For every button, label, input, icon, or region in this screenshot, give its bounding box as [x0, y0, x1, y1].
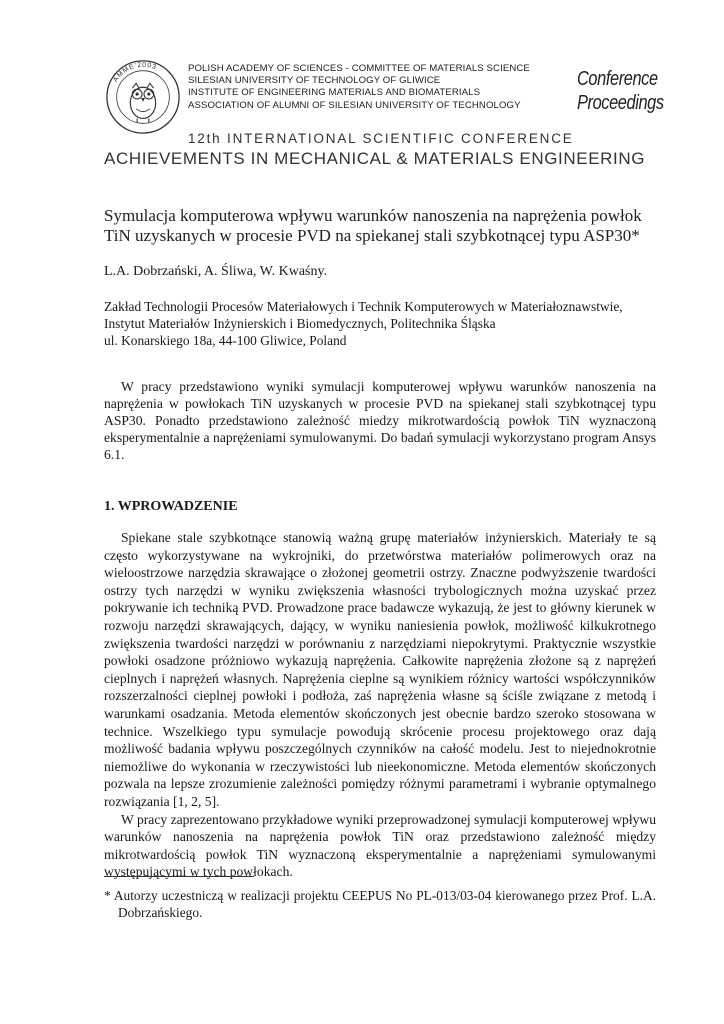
section-heading: 1. WPROWADZENIE — [104, 499, 238, 514]
badge-line-conference: Conference — [577, 68, 658, 90]
affiliation-line: Zakład Technologii Procesów Materiałowych i Technik Komputerowych w Materiałoznawstwie, — [104, 299, 623, 314]
affiliation-line: Instytut Materiałów Inżynierskich i Biomedycznych, Politechnika Śląska — [104, 316, 496, 331]
affiliation-line: ul. Konarskiego 18a, 44-100 Gliwice, Poland — [104, 333, 347, 348]
conference-header — [98, 55, 668, 170]
conference-proceedings-badge — [577, 67, 664, 115]
footnote-divider — [104, 876, 254, 877]
paper-authors: L.A. Dobrzański, A. Śliwa, W. Kwaśny. — [104, 264, 328, 279]
paper-title: Symulacja komputerowa wpływu warunków nanoszenia na naprężenia powłok TiN uzyskanych w procesie PVD na spiekanej stali szybkotnącej typu ASP30* — [104, 206, 642, 245]
footnote: * Autorzy uczestniczą w realizacji projektu CEEPUS No PL-013/03-04 kierowanego przez Prof. L.A. Dobrzańskiego. — [104, 888, 656, 920]
section-body — [104, 529, 656, 881]
organizer-list — [188, 63, 583, 112]
conference-logo — [104, 58, 182, 136]
organizer-line: ASSOCIATION OF ALUMNI OF SILESIAN UNIVERSITY OF TECHNOLOGY — [188, 99, 521, 111]
badge-line-proceedings: Proceedings — [577, 92, 664, 114]
organizer-line: INSTITUTE OF ENGINEERING MATERIALS AND BIOMATERIALS — [188, 87, 481, 99]
logo-ring-text: AMME'2003 — [112, 61, 158, 84]
organizer-line: POLISH ACADEMY OF SCIENCES - COMMITTEE OF MATERIALS SCIENCE — [188, 63, 530, 74]
conference-name: ACHIEVEMENTS IN MECHANICAL & MATERIALS ENGINEERING — [104, 149, 646, 168]
author-affiliation — [104, 298, 674, 349]
svg-text:AMME'2003 — [112, 62, 158, 84]
abstract-paragraph: W pracy przedstawiono wyniki symulacji komputerowej wpływu warunków nanoszenia na naprężenia w powłokach TiN uzyskanych w procesie PVD na spiekanej stali szybkotnącej typu ASP30. Ponadto przedstawiono zależność miedzy mikrotwardością powłok TiN wyznaczoną eksperymentalnie a naprężeniami symulowanymi. Do badań symulacji wykorzystano program Ansys 6.1. — [104, 379, 656, 462]
organizer-line: SILESIAN UNIVERSITY OF TECHNOLOGY OF GLIWICE — [188, 75, 441, 87]
body-paragraph: Spiekane stale szybkotnące stanowią ważną grupę materiałów inżynierskich. Materiały te są często wykorzystywane na wykrojniki, do przetwórstwa materiałów polimerowych oraz na wieloostrzowe narzędzia skrawające o złożonej geometrii ostrzy. Znaczne podwyższenie twardości ostrzy tych narzędzi w wyniku zwiększenia własności trybologicznych można uzyskać przez pokrywanie ich techniką PVD. Prowadzone prace badawcze wykazują, że jest to główny kierunek w rozwoju narzędzi skrawających, dający, w wyniku naniesienia powłok, możliwość kilkukrotnego zwiększenia twardości narzędzi w porównaniu z narzędziami niepokrytymi. Praktycznie wszystkie powłoki osadzone próżniowo wykazują naprężenia. Całkowite naprężenia złożone są z naprężeń cieplnych i naprężeń własnych. Naprężenia cieplne są wynikiem różnicy wartości współczynników rozszerzalności cieplnej powłoki i podłoża, zaś naprężenia własne są ściśle związane z metodą i warunkami osadzania. Metoda elementów skończonych jest obecnie bardzo szeroko stosowana w technice. Wszelkiego typu symulacje powodują skrócenie procesu projektowego oraz dają możliwość badania wpływu poszczególnych czynników na całość modelu. Jest to niejednokrotnie niemożliwe do wykonania w rzeczywistości lub nieekonomiczne. Metoda elementów skończonych pozwala na lepsze zrozumienie zależności pomiędzy różnymi parametrami i wybranie optymalnego rozwiązania [1, 2, 5]. — [104, 530, 656, 809]
body-paragraph: W pracy zaprezentowano przykładowe wyniki przeprowadzonej symulacji komputerowej wpływu warunków nanoszenia na naprężenia powłok TiN oraz przedstawiono zależność między mikrotwardością powłok TiN wyznaczoną eksperymentalnie a naprężeniami symulowanymi występującymi w tych powłokach. — [104, 811, 657, 880]
conference-edition: 12th INTERNATIONAL SCIENTIFIC CONFERENCE — [188, 131, 574, 146]
